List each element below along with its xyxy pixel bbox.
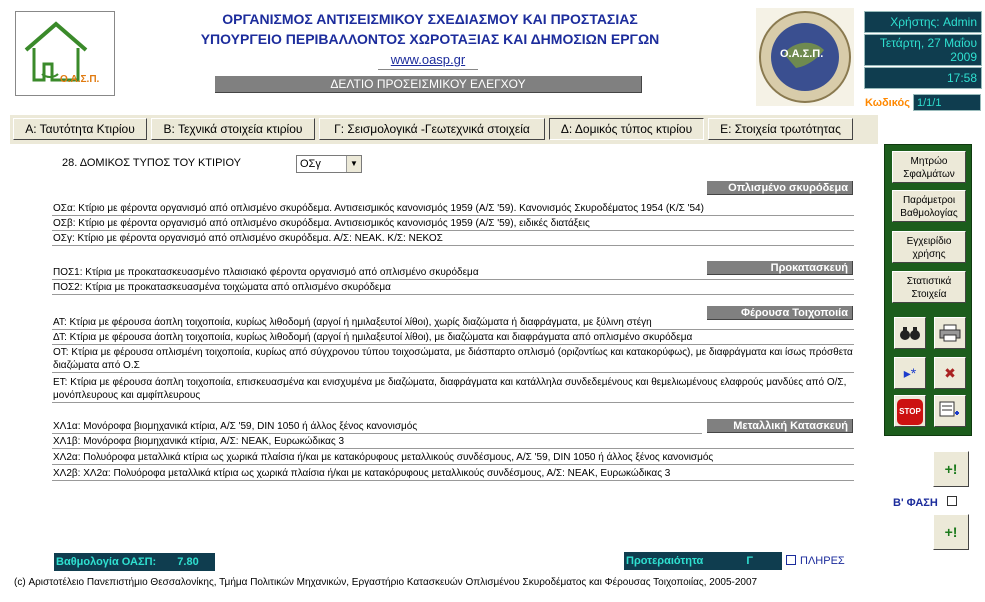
date-line1: Τετάρτη, 27 Μαΐου bbox=[879, 36, 977, 50]
complete-label: ΠΛΗΡΕΣ bbox=[800, 555, 845, 567]
select-value: ΟΣγ bbox=[300, 158, 321, 170]
priority-value: Γ bbox=[746, 555, 754, 567]
stop-icon[interactable] bbox=[894, 395, 926, 427]
user-display: Χρήστης: Admin bbox=[864, 11, 982, 33]
user-manual-button[interactable]: Εγχειρίδιο χρήσης bbox=[892, 231, 966, 263]
list-item[interactable]: ΟΣα: Κτίριο με φέροντα οργανισμό από οπλισμένο σκυρόδεμα. Αντισεισμικός κανονισμός 1959 (Α/Σ '59). Κανονισμός Σκυροδέματος 1954 (Κ/Σ '54) bbox=[52, 202, 854, 216]
score-display bbox=[54, 553, 215, 571]
error-log-button[interactable]: Μητρώο Σφαλμάτων bbox=[892, 151, 966, 183]
add-phase-b-button[interactable]: +! bbox=[933, 514, 969, 550]
phase-b-checkbox[interactable] bbox=[947, 496, 957, 506]
list-item[interactable]: ΔΤ: Κτίρια με φέρουσα άοπλη τοιχοποιία, κυρίως λιθοδομή (αργοί ή ημιλαξευτοί λίθοι), με διαζώματα και διαφράγματα από οπλισμένο σκυρόδεμα bbox=[52, 331, 854, 345]
complete-checkbox[interactable] bbox=[786, 555, 796, 565]
tab-technical[interactable]: Β: Τεχνικά στοιχεία κτιρίου bbox=[151, 118, 315, 140]
list-item[interactable]: ΧΛ1α: Μονόροφα βιομηχανικά κτίρια, Α/Σ '59, DIN 1050 ή άλλος ξένος κανονισμός bbox=[52, 420, 702, 434]
structural-type-label: 28. ΔΟΜΙΚΟΣ ΤΥΠΟΣ ΤΟΥ ΚΤΙΡΙΟΥ bbox=[62, 157, 242, 169]
list-item[interactable]: ΧΛ2α: Πολυόροφα μεταλλικά κτίρια ως χωρικά πλαίσια ή/και με κατακόρυφους μεταλλικούς συνδέσμους, Α/Σ '59, DIN 1050 ή άλλος ξένος κανονισμός bbox=[52, 451, 854, 465]
list-item[interactable]: ΧΛ2β: ΧΛ2α: Πολυόροφα μεταλλικά κτίρια ως χωρικά πλαίσια ή/και με κατακόρυφους μεταλλικούς συνδέσμους, Α/Σ: ΝΕΑΚ, Ευρωκώδικας 3 bbox=[52, 467, 854, 481]
website-link[interactable]: www.oasp.gr bbox=[390, 52, 466, 67]
chevron-down-icon[interactable]: ▼ bbox=[346, 156, 361, 172]
section-precast: Προκατασκευή bbox=[707, 261, 853, 275]
side-toolbar bbox=[884, 144, 972, 436]
code-label: Κωδικός bbox=[865, 97, 910, 109]
org-title-line2: ΥΠΟΥΡΓΕΙΟ ΠΕΡΙΒΑΛΛΟΝΤΟΣ ΧΩΡΟΤΑΞΙΑΣ ΚΑΙ ΔΗΜΟΣΙΩΝ ΕΡΓΩΝ bbox=[200, 31, 660, 47]
oasp-seal bbox=[756, 8, 854, 106]
list-item[interactable]: ΟΣγ: Κτίριο με φέροντα οργανισμό από οπλισμένο σκυρόδεμα. Α/Σ: ΝΕΑΚ. Κ/Σ: ΝΕΚΟΣ bbox=[52, 232, 854, 246]
list-item[interactable]: ΠΟΣ1: Κτίρια με προκατασκευασμένο πλαισιακό φέροντα οργανισμό από οπλισμένο σκυρόδεμα bbox=[52, 266, 854, 280]
tab-identity[interactable]: Α: Ταυτότητα Κτιρίου bbox=[13, 118, 147, 140]
tab-bar bbox=[10, 115, 878, 144]
structural-type-select[interactable] bbox=[296, 155, 362, 173]
copyright-text: (c) Αριστοτέλειο Πανεπιστήμιο Θεσσαλονίκης, Τμήμα Πολιτικών Μηχανικών, Εργαστήριο Κατασκευών Οπλισμένου Σκυροδέματος και Φέρουσας Τοιχοποιίας, 2005-2007 bbox=[14, 577, 758, 588]
priority-display bbox=[624, 552, 782, 570]
list-item[interactable]: ΟΣβ: Κτίριο με φέροντα οργανισμό από οπλισμένο σκυρόδεμα. Αντισεισμικός κανονισμός 1959 (Α/Σ '59), ειδικές διατάξεις bbox=[52, 217, 854, 231]
form-title: ΔΕΛΤΙΟ ΠΡΟΣΕΙΣΜΙΚΟΥ ΕΛΕΓΧΟΥ bbox=[215, 76, 642, 93]
list-item[interactable]: ΠΟΣ2: Κτίρια με προκατασκευασμένα τοιχώματα από οπλισμένο σκυρόδεμα bbox=[52, 281, 854, 295]
printer-icon[interactable] bbox=[934, 317, 966, 349]
oasp-logo bbox=[15, 11, 115, 96]
stop-label: STOP bbox=[897, 399, 923, 425]
time-display: 17:58 bbox=[864, 67, 982, 89]
statistics-button[interactable]: Στατιστικά Στοιχεία bbox=[892, 271, 966, 303]
code-field[interactable]: 1/1/1 bbox=[913, 94, 981, 111]
tab-seismological[interactable]: Γ: Σεισμολογικά -Γεωτεχνικά στοιχεία bbox=[319, 118, 545, 140]
score-value: 7.80 bbox=[177, 556, 199, 568]
section-steel: Μεταλλική Κατασκευή bbox=[707, 419, 853, 433]
score-label: Βαθμολογία ΟΑΣΠ: bbox=[56, 556, 157, 568]
url-divider bbox=[378, 69, 478, 70]
list-item[interactable]: ΟΤ: Κτίρια με φέρουσα οπλισμένη τοιχοποιία, κυρίως από σύγχρονου τύπου τοιχοσώματα, με διάσπαρτο οπλισμό (οριζοντίως και κατακορύφως), με διαφράγματα και ίσως πρόσθετα διαζώματα από Ο.Σ bbox=[53, 347, 853, 371]
org-title-line1: ΟΡΓΑΝΙΣΜΟΣ ΑΝΤΙΣΕΙΣΜΙΚΟΥ ΣΧΕΔΙΑΣΜΟΥ ΚΑΙ ΠΡΟΣΤΑΣΙΑΣ bbox=[222, 11, 638, 27]
score-parameters-button[interactable]: Παράμετροι Βαθμολογίας bbox=[892, 190, 966, 222]
tab-structural-type[interactable]: Δ: Δομικός τύπος κτιρίου bbox=[549, 118, 704, 140]
seal-text: Ο.Α.Σ.Π. bbox=[780, 48, 824, 60]
add-phase-button[interactable]: +! bbox=[933, 451, 969, 487]
priority-label: Προτεραιότητα bbox=[626, 555, 704, 567]
date-line2: 2009 bbox=[950, 50, 977, 64]
phase-b-label: Β' ΦΑΣΗ bbox=[893, 497, 938, 509]
date-display bbox=[864, 34, 982, 66]
new-form-icon[interactable] bbox=[934, 395, 966, 427]
list-item[interactable]: ΧΛ1β: Μονόροφα βιομηχανικά κτίρια, Α/Σ: ΝΕΑΚ, Ευρωκώδικας 3 bbox=[52, 435, 854, 449]
section-reinforced-concrete: Οπλισμένο σκυρόδεμα bbox=[707, 181, 853, 195]
binoculars-icon[interactable] bbox=[894, 317, 926, 349]
logo-text: Ο.Α.Σ.Π. bbox=[60, 74, 100, 85]
delete-record-icon[interactable]: ✖ bbox=[934, 357, 966, 389]
list-item[interactable]: ΕΤ: Κτίρια με φέρουσα άοπλη τοιχοποιία, επισκευασμένα και ενισχυμένα με διαζώματα, διαφράγματα και κατάλληλα συνδεδεμένους και θεμελιωμένους ελαφρούς μανδύες από Ο/Σ, μονόπλευρους και αμφίπλευρους bbox=[52, 376, 854, 403]
tab-vulnerability[interactable]: Ε: Στοιχεία τρωτότητας bbox=[708, 118, 853, 140]
section-masonry: Φέρουσα Τοιχοποιία bbox=[707, 306, 853, 320]
list-item[interactable]: ΑΤ: Κτίρια με φέρουσα άοπλη τοιχοποιία, κυρίως λιθοδομή (αργοί ή ημιλαξευτοί λίθοι), χωρίς διαζώματα ή διαφράγματα, με ξύλινη στέγη bbox=[52, 316, 854, 330]
goto-next-icon[interactable]: ▸* bbox=[894, 357, 926, 389]
